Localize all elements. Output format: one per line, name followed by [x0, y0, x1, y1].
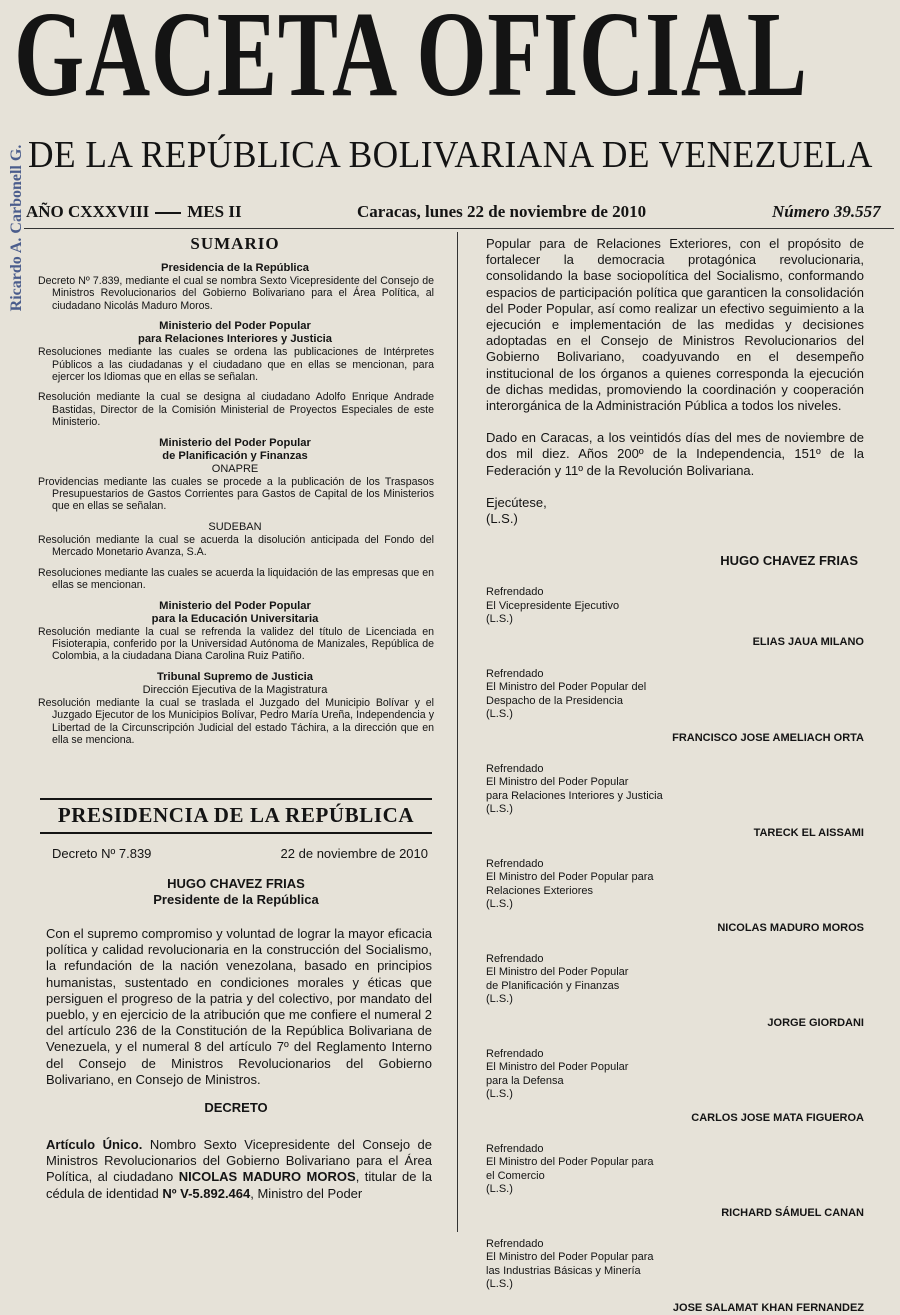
- edition-year: AÑO CXXXVIII: [26, 202, 150, 221]
- section-heading: Ministerio del Poder Popular: [159, 320, 311, 333]
- sumario-section: [36, 600, 434, 663]
- president-block: [40, 876, 432, 908]
- refrendo-office: Despacho de la Presidencia: [486, 694, 623, 707]
- refrendo-office: El Ministro del Poder Popular para: [486, 1251, 654, 1264]
- article-text-1: Nombro Sexto Vicepresidente del Consejo de Ministros Revolucionarios del Gobierno Bolivariano para el Área Política, al ciudadano: [46, 1137, 432, 1185]
- refrendo-office: El Ministro del Poder Popular del: [486, 681, 647, 694]
- president-name: HUGO CHAVEZ FRIAS: [167, 876, 305, 891]
- decree-date: 22 de noviembre de 2010: [280, 846, 428, 861]
- refrendo-office: para Relaciones Interiores y Justicia: [486, 789, 663, 802]
- section-heading: para la Educación Universitaria: [151, 612, 319, 625]
- refrendo-signer: RICHARD SÁMUEL CANAN: [721, 1206, 864, 1219]
- refrendo-label: Refrendado: [486, 857, 544, 870]
- refrendo-label: Refrendado: [486, 1048, 544, 1060]
- refrendo-label: Refrendado: [486, 762, 544, 775]
- section-heading: Tribunal Supremo de Justicia: [156, 670, 314, 683]
- refrendo-signer: JOSE SALAMAT KHAN FERNANDEZ: [672, 1301, 864, 1314]
- sumario-sections: [36, 262, 434, 746]
- section-heading: Presidencia de la República: [161, 262, 309, 274]
- refrendo-ls: (L.S.): [486, 803, 513, 816]
- sumario-item: Resoluciones mediante las cuales se ordena las publicaciones de Intérpretes Públicos a las ciudadanas y el ciudadano que en ellas se mencionan, para ejercer los Idiomas que en ellas se señalan.: [38, 346, 434, 384]
- sumario: [36, 234, 434, 754]
- refrendo-label: Refrendado: [486, 667, 544, 680]
- refrendo-office: Relaciones Exteriores: [486, 884, 593, 897]
- refrendo-ls: (L.S.): [486, 898, 513, 911]
- presidencia-article: [40, 798, 432, 1202]
- refrendo-ls: (L.S.): [486, 993, 513, 1006]
- refrendo-block: [486, 763, 864, 840]
- refrendo-ls: (L.S.): [486, 708, 513, 721]
- edition-year-month: [26, 202, 242, 222]
- refrendo-office: El Ministro del Poder Popular: [486, 1061, 629, 1074]
- masthead-subtitle: DE LA REPÚBLICA BOLIVARIANA DE VENEZUELA: [28, 134, 873, 176]
- decree-continuation: Popular para de Relaciones Exteriores, con el propósito de fortalecer la democracia protagónica revolucionaria, consolidando la base sociopolítica del Socialismo, conformando espacios de participación política que garanticen la consolidación del Poder Popular, así como realizar un efectivo seguimiento a la ejecución e implementación de las medidas y decisiones adoptadas en el Consejo de Ministros Revolucionarios del Gobierno Bolivariano, coadyuvando en el desempeño institucional de los órganos a quienes corresponda la ejecución de dichas medidas, promoviendo la coordinación y cooperación interorgánica de la Administración Pública a todos los niveles.: [486, 236, 864, 414]
- sumario-item: Decreto Nº 7.839, mediante el cual se nombra Sexto Vicepresidente del Consejo de Ministros Revolucionarios del Gobierno Bolivariano para el Área Política, al ciudadano Nicolás Maduro Moros.: [38, 275, 434, 312]
- sumario-item: Providencias mediante las cuales se procede a la publicación de los Traspasos Presupuestarios de Gastos Corrientes para Gastos de Capital de los Ministerios que en ellas se señalan.: [38, 475, 434, 513]
- refrendo-block: [486, 1143, 864, 1220]
- header-rule: [24, 228, 894, 229]
- refrendo-signer: JORGE GIORDANI: [767, 1016, 864, 1029]
- article-text-3: , Ministro del Poder: [250, 1185, 363, 1201]
- article-id: Nº V-5.892.464: [162, 1185, 251, 1201]
- sumario-item: Resolución mediante la cual se designa al ciudadano Adolfo Enrique Andrade Bastidas, Director de la Comisión Ministerial de Proyectos Especiales de este Ministerio.: [38, 391, 434, 429]
- article-unico: [40, 1137, 432, 1202]
- refrendo-office: de Planificación y Finanzas: [486, 979, 620, 992]
- refrendo-block: [486, 586, 864, 650]
- refrendo-office: El Ministro del Poder Popular para: [486, 1156, 654, 1169]
- sumario-title: SUMARIO: [190, 234, 280, 253]
- refrendo-ls: (L.S.): [486, 1088, 513, 1101]
- article-label: Artículo Único.: [46, 1137, 143, 1153]
- refrendos-list: [486, 586, 864, 1315]
- refrendo-office: el Comercio: [486, 1169, 545, 1182]
- refrendo-office: El Vicepresidente Ejecutivo: [486, 599, 620, 612]
- refrendo-office: para la Defensa: [486, 1074, 564, 1087]
- sumario-section: [36, 320, 434, 428]
- refrendo-label: Refrendado: [486, 1143, 544, 1156]
- spacer: [486, 414, 864, 430]
- refrendo-label: Refrendado: [486, 1238, 544, 1251]
- refrendo-ls: (L.S.): [486, 1183, 513, 1196]
- section-subheading: ONAPRE: [211, 462, 259, 475]
- dado-en-caracas: Dado en Caracas, a los veintidós días del mes de noviembre de dos mil diez. Años 200º de la Independencia, 151º de la Federación y 11º de la Revolución Bolivariana.: [486, 430, 864, 478]
- ejecutese: Ejecútese,: [486, 494, 547, 510]
- refrendo-office: El Ministro del Poder Popular: [486, 776, 629, 789]
- side-stamp: Ricardo A. Carbonell G.: [8, 144, 25, 312]
- preamble: Con el supremo compromiso y voluntad de lograr la mayor eficacia política y calidad revolucionaria en la construcción del Socialismo, la refundación de la nación venezolana, basado en principios humanistas, sustentado en condiciones morales y éticas que persiguen el progreso de la patria y del colectivo, por mandato del pueblo, y en ejercicio de la atribución que me confiere el numeral 2 del artículo 236 de la Constitución de la República Bolivariana de Venezuela, y el numeral 8 del artículo 7º del Reglamento Interno del Consejo de Ministros Revolucionarios del Gobierno Bolivariano, en Consejo de Ministros.: [46, 926, 432, 1087]
- decree-number: Decreto Nº 7.839: [52, 846, 152, 861]
- refrendo-signer: CARLOS JOSE MATA FIGUEROA: [691, 1111, 864, 1124]
- presidencia-title: PRESIDENCIA DE LA REPÚBLICA: [40, 798, 432, 834]
- sumario-section: [36, 671, 434, 747]
- divider: [155, 212, 181, 214]
- sumario-section: [36, 437, 434, 513]
- refrendo-signer: TARECK EL AISSAMI: [753, 826, 864, 839]
- ls-mark: (L.S.): [486, 511, 518, 527]
- section-heading: para Relaciones Interiores y Justicia: [137, 333, 332, 346]
- sumario-item: Resolución mediante la cual se acuerda la disolución anticipada del Fondo del Mercado Monetario Avanza, S.A.: [38, 533, 434, 559]
- section-subheading: Dirección Ejecutiva de la Magistratura: [142, 683, 328, 696]
- sumario-section: [36, 262, 434, 312]
- refrendo-block: [486, 1048, 864, 1125]
- decree-line: [40, 846, 432, 866]
- refrendo-block: [486, 858, 864, 935]
- section-subheading: SUDEBAN: [208, 520, 262, 533]
- decreto-heading: DECRETO: [204, 1100, 268, 1116]
- article-text-2: , titular de la cédula de identidad: [46, 1169, 432, 1201]
- article-name: NICOLAS MADURO MOROS: [178, 1169, 356, 1185]
- refrendo-office: El Ministro del Poder Popular para: [486, 871, 654, 884]
- refrendo-label: Refrendado: [486, 952, 544, 965]
- refrendo-block: [486, 1238, 864, 1315]
- spacer: [486, 479, 864, 495]
- refrendo-signer: NICOLAS MADURO MOROS: [717, 921, 864, 934]
- edition-number: Número 39.557: [772, 202, 881, 221]
- edition-place-date: Caracas, lunes 22 de noviembre de 2010: [357, 202, 647, 221]
- masthead-title: GACETA OFICIAL: [14, 0, 808, 122]
- edition-line: [0, 198, 900, 228]
- section-heading: Ministerio del Poder Popular: [159, 599, 311, 612]
- section-heading: de Planificación y Finanzas: [162, 449, 308, 462]
- sumario-item: Resolución mediante la cual se refrenda la validez del título de Licenciada en Fisioterapia, conferido por la Universidad Autónoma de Manizales, República de Colombia, a la ciudadana Diana Carolina Ruiz Patiño.: [38, 625, 434, 663]
- sumario-item: Resoluciones mediante las cuales se acuerda la liquidación de las empresas que en ellas se mencionan.: [38, 566, 434, 592]
- column-divider: [457, 232, 458, 1232]
- refrendo-ls: (L.S.): [486, 1278, 513, 1291]
- refrendo-signer: ELIAS JAUA MILANO: [752, 636, 864, 649]
- refrendo-label: Refrendado: [486, 586, 544, 599]
- section-heading: Ministerio del Poder Popular: [159, 436, 311, 449]
- right-column: [486, 236, 864, 1315]
- refrendo-office: El Ministro del Poder Popular: [486, 966, 629, 979]
- main-signer: HUGO CHAVEZ FRIAS: [720, 553, 858, 569]
- sumario-section: [36, 521, 434, 592]
- president-title: Presidente de la República: [153, 892, 319, 907]
- refrendo-block: [486, 668, 864, 745]
- refrendo-office: las Industrias Básicas y Minería: [486, 1264, 641, 1277]
- refrendo-ls: (L.S.): [486, 613, 513, 626]
- refrendo-block: [486, 953, 864, 1030]
- refrendo-signer: FRANCISCO JOSE AMELIACH ORTA: [672, 731, 864, 744]
- edition-month: MES II: [187, 202, 242, 221]
- sumario-item: Resolución mediante la cual se traslada el Juzgado del Municipio Bolívar y el Juzgado Ejecutor de los Municipios Bolívar, Pedro María Ureña, Independencia y Libertad de la Circunscripción Judicial del estado Táchira, a la dirección que en ella se menciona.: [38, 696, 434, 746]
